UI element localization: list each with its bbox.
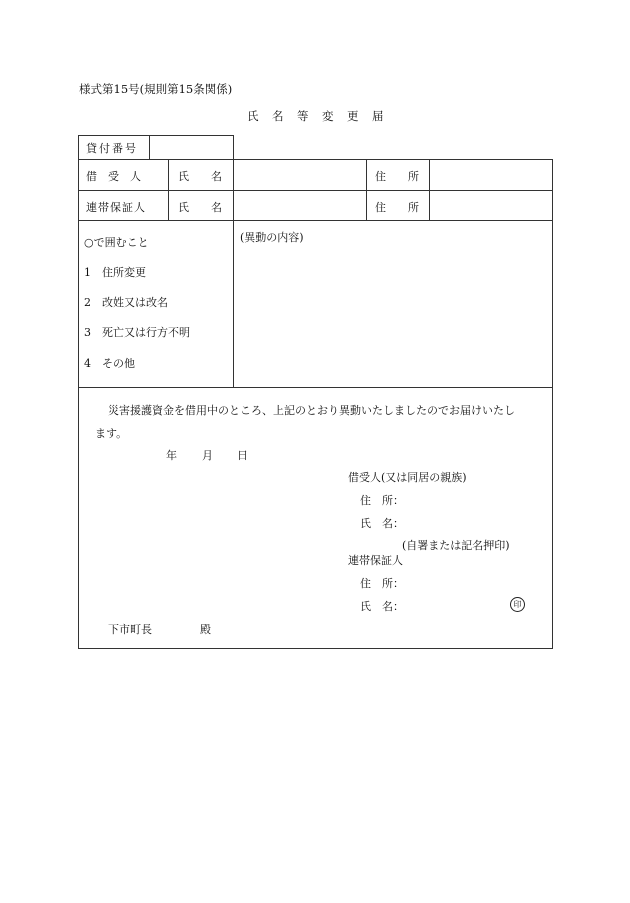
guarantor-address-line: 住 所：: [360, 577, 404, 590]
declaration-line-2: ます。: [95, 427, 128, 440]
honorific: 殿: [200, 623, 211, 636]
borrower-address-line: 住 所：: [360, 494, 404, 507]
date-year-label: 年: [166, 449, 177, 462]
guarantor-label: 連帯保証人: [86, 201, 146, 214]
seal-mark-icon: 印: [510, 597, 525, 612]
guarantor-name-field[interactable]: [234, 191, 366, 220]
borrower-address-field[interactable]: [430, 160, 552, 190]
change-details-label: (異動の内容): [240, 231, 304, 244]
date-day-label: 日: [237, 449, 248, 462]
guarantor-name-label: 氏 名: [178, 201, 222, 214]
guarantor-heading: 連帯保証人: [348, 554, 403, 567]
addressee: 下市町長: [108, 623, 152, 636]
option-death-missing[interactable]: 3 死亡又は行方不明: [84, 326, 190, 339]
borrower-address-label: 住 所: [375, 170, 419, 183]
form-number: 様式第15号(規則第15条関係): [79, 82, 233, 96]
loan-number-label: 貸付番号: [86, 142, 138, 155]
date-month-label: 月: [202, 449, 213, 462]
signature-note: (自署または記名押印): [402, 539, 510, 552]
option-name-change[interactable]: 2 改姓又は改名: [84, 296, 168, 309]
guarantor-address-label: 住 所: [375, 201, 419, 214]
option-address-change[interactable]: 1 住所変更: [84, 266, 146, 279]
guarantor-name-line: 氏 名：: [360, 600, 404, 613]
circle-instruction: ○で囲むこと: [84, 236, 149, 249]
option-other[interactable]: 4 その他: [84, 357, 135, 370]
borrower-name-label: 氏 名: [178, 170, 222, 183]
change-details-field[interactable]: [234, 245, 552, 387]
loan-number-field[interactable]: [150, 136, 233, 159]
borrower-heading: 借受人(又は同居の親族): [348, 471, 467, 484]
guarantor-address-field[interactable]: [430, 191, 552, 220]
page-title: 氏 名 等 変 更 届: [247, 109, 385, 123]
borrower-label: 借 受 人: [86, 170, 141, 183]
declaration-line-1: 災害援護資金を借用中のところ、上記のとおり異動いたしましたのでお届けいたし: [108, 404, 515, 417]
borrower-name-field[interactable]: [234, 160, 366, 190]
borrower-name-line: 氏 名：: [360, 517, 404, 530]
